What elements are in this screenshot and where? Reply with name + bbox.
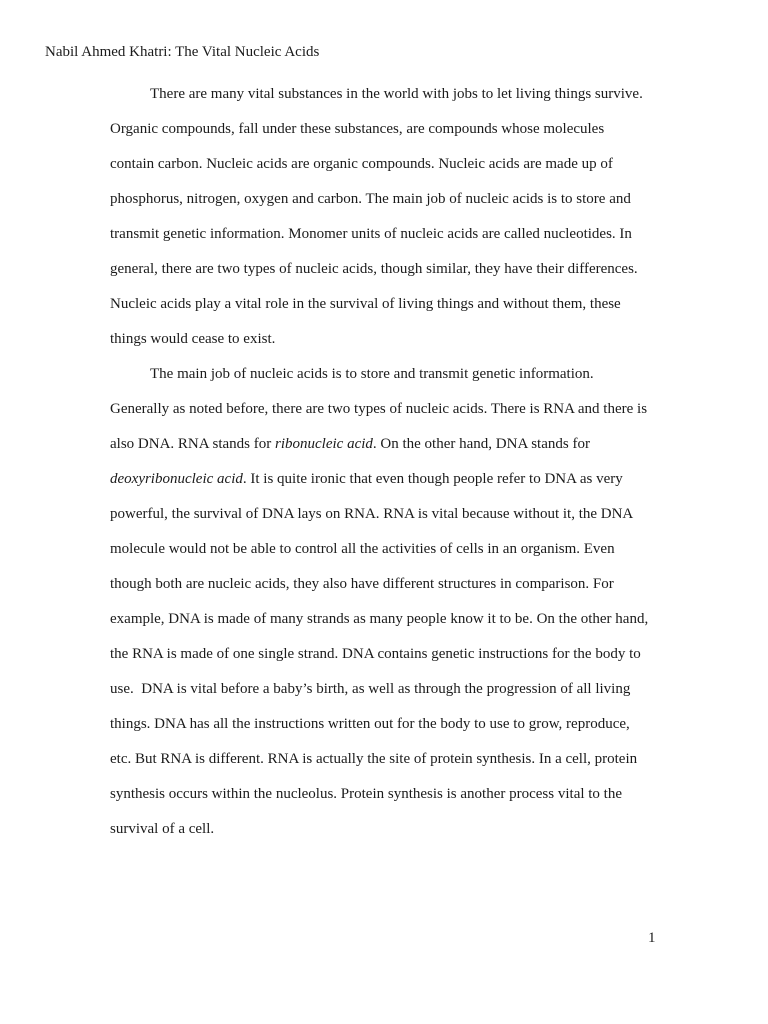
text-line	[110, 217, 648, 252]
text-segment: the RNA is made of one single strand. DNA contains genetic instructions for the body to	[110, 646, 641, 662]
italic-text-segment: deoxyribonucleic acid	[110, 471, 243, 487]
text-line	[110, 602, 648, 637]
text-line	[110, 532, 648, 567]
text-segment: contain carbon. Nucleic acids are organic compounds. Nucleic acids are made up of	[110, 156, 613, 172]
text-line	[110, 462, 648, 497]
text-line	[110, 497, 648, 532]
text-segment: . On the other hand, DNA stands for	[372, 436, 590, 452]
page-number: 1	[648, 930, 656, 946]
text-line	[110, 812, 648, 847]
text-segment: There are many vital substances in the world with jobs to let living things survive.	[150, 86, 643, 102]
text-segment: molecule would not be able to control all the activities of cells in an organism. Even	[110, 541, 615, 557]
text-line	[110, 112, 648, 147]
paragraph	[110, 77, 648, 357]
text-segment: synthesis occurs within the nucleolus. Protein synthesis is another process vital to the	[110, 786, 623, 802]
text-segment: Organic compounds, fall under these substances, are compounds whose molecules	[110, 121, 605, 137]
text-line	[110, 392, 648, 427]
text-segment: use. DNA is vital before a baby’s birth, as well as through the progression of all living	[110, 681, 631, 697]
text-line	[110, 357, 648, 392]
text-line	[110, 322, 648, 357]
document-body	[110, 77, 648, 847]
text-line	[110, 147, 648, 182]
text-segment: Nucleic acids play a vital role in the survival of living things and without them, these	[110, 296, 621, 312]
text-segment: general, there are two types of nucleic acids, though similar, they have their differences.	[110, 261, 638, 277]
text-segment: powerful, the survival of DNA lays on RNA. RNA is vital because without it, the DNA	[110, 506, 634, 522]
text-line	[110, 567, 648, 602]
text-line	[110, 77, 648, 112]
text-line	[110, 777, 648, 812]
text-line	[110, 742, 648, 777]
text-segment: etc. But RNA is different. RNA is actually the site of protein synthesis. In a cell, protein	[110, 751, 638, 767]
text-line	[110, 637, 648, 672]
text-line	[110, 287, 648, 322]
text-segment: phosphorus, nitrogen, oxygen and carbon. The main job of nucleic acids is to store and	[110, 191, 631, 207]
italic-text-segment: ribonucleic acid	[275, 436, 373, 452]
text-segment: though both are nucleic acids, they also have different structures in comparison. For	[110, 576, 614, 592]
text-segment: also DNA. RNA stands for	[110, 436, 275, 452]
text-segment: things would cease to exist.	[110, 331, 276, 347]
text-segment: . It is quite ironic that even though people refer to DNA as very	[242, 471, 623, 487]
document-header-title: Nabil Ahmed Khatri: The Vital Nucleic Acids	[45, 44, 320, 60]
text-segment: transmit genetic information. Monomer units of nucleic acids are called nucleotides. In	[110, 226, 632, 242]
text-line	[110, 672, 648, 707]
text-line	[110, 182, 648, 217]
text-segment: survival of a cell.	[110, 821, 215, 837]
text-segment: example, DNA is made of many strands as many people know it to be. On the other hand,	[110, 611, 649, 627]
text-line	[110, 707, 648, 742]
text-line	[110, 427, 648, 462]
text-segment: things. DNA has all the instructions written out for the body to use to grow, reproduce,	[110, 716, 630, 732]
text-line	[110, 252, 648, 287]
text-segment: Generally as noted before, there are two types of nucleic acids. There is RNA and there is	[110, 401, 648, 417]
paragraph	[110, 357, 648, 847]
text-segment: The main job of nucleic acids is to store and transmit genetic information.	[150, 366, 594, 382]
